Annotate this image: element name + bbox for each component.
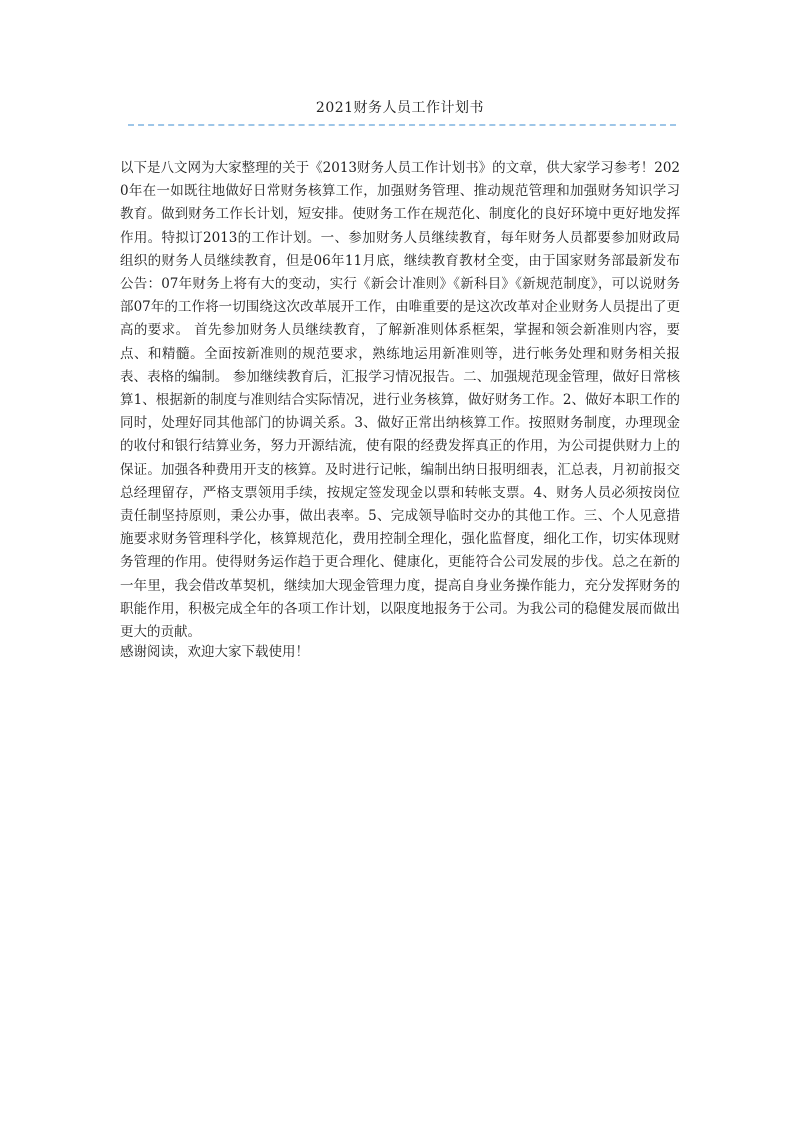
- title-divider: [128, 124, 676, 126]
- closing-line: 感谢阅读，欢迎大家下载使用！: [120, 644, 309, 660]
- document-body: 以下是八文网为大家整理的关于《2013财务人员工作计划书》的文章，供大家学习参考！2020年在一如既往地做好日常财务核算工作，加强财务管理、推动规范管理和加强财务知识学习教育。做到财务工作长计划，短安排。使财务工作在规范化、制度化的良好环境中更好地发挥作用。特拟订2013的工作计划。一、参加财务人员继续教育，每年财务人员都要参加财政局组织的财务人员继续教育，但是06年11月底，继续教育教材全变，由于国家财务部最新发布公告：07年财务上将有大的变动，实行《新会计准则》《新科目》《新规范制度》，可以说财务部07年的工作将一切围绕这次改革展开工作，由唯重要的是这次改革对企业财务人员提出了更高的要求。 首先参加财务人员继续教育，了解新准则体系框架，掌握和领会新准则内容，要点、和精髓。全面按新准则的规范要求，熟练地运用新准则等，进行帐务处理和财务相关报表、表格的编制。 参加继续教育后，汇报学习情况报告。二、加强规范现金管理，做好日常核算1、根据新的制度与准则结合实际情况，进行业务核算，做好财务工作。2、做好本职工作的同时，处理好同其他部门的协调关系。3、做好正常出纳核算工作。按照财务制度，办理现金的收付和银行结算业务，努力开源结流，使有限的经费发挥真正的作用，为公司提供财力上的保证。加强各种费用开支的核算。及时进行记帐，编制出纳日报明细表，汇总表，月初前报交总经理留存，严格支票领用手续，按规定签发现金以票和转帐支票。4、财务人员必须按岗位责任制坚持原则，秉公办事，做出表率。5、完成领导临时交办的其他工作。三、个人见意措施要求财务管理科学化，核算规范化，费用控制全理化，强化监督度，细化工作，切实体现财务管理的作用。使得财务运作趋于更合理化、健康化，更能符合公司发展的步伐。总之在新的一年里，我会借改革契机，继续加大现金管理力度，提高自身业务操作能力，充分发挥财务的职能作用，积极完成全年的各项工作计划，以限度地报务于公司。为我公司的稳健发展而做出更大的贡献。: [120, 160, 680, 641]
- document-title: 2021财务人员工作计划书: [315, 100, 485, 116]
